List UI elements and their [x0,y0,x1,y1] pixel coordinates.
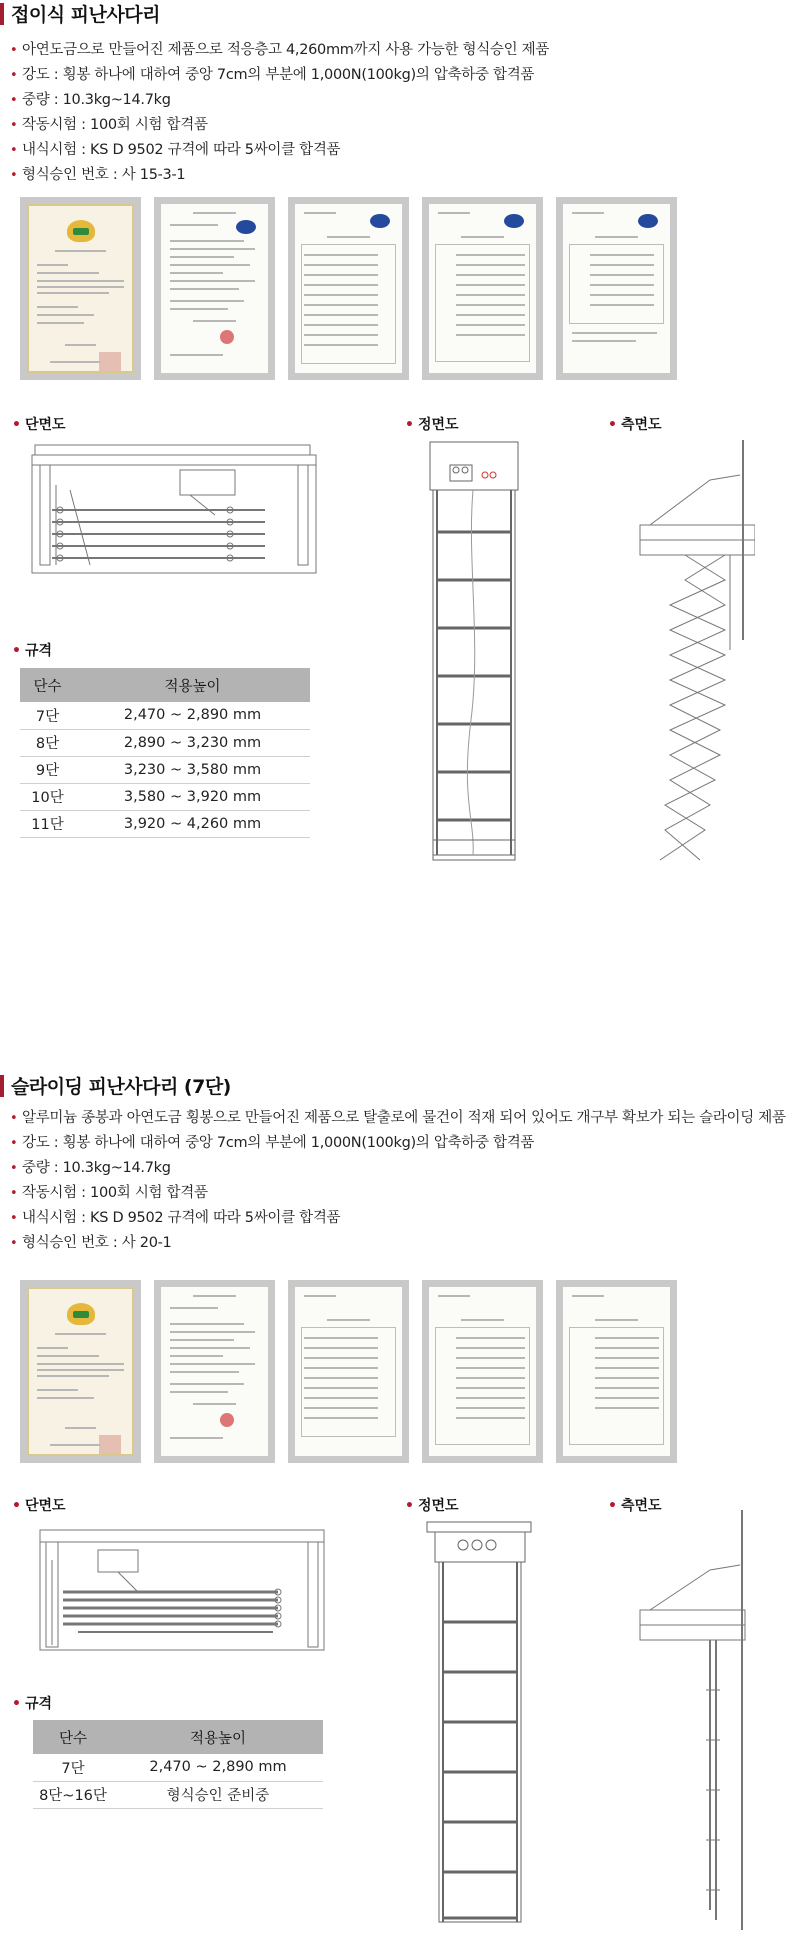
table-cell: 3,580 ~ 3,920 mm [75,783,310,810]
column-header-steps: 단수 [20,668,75,702]
title-accent-bar [0,3,4,25]
table-cell: 10단 [20,783,75,810]
column-header-steps: 단수 [33,1720,113,1754]
section-view-label: • 단면도 [12,1495,66,1515]
table-cell: 9단 [20,756,75,783]
table-cell: 8단~16단 [33,1781,113,1808]
feature-item: • 강도 : 횡봉 하나에 대하여 중앙 7cm의 부분에 1,000N(100kg)의 압축하중 합격품 [10,1131,786,1156]
table-row [20,729,310,756]
seal-stamp-icon [99,352,121,373]
feature-item: • 형식승인 번호 : 사 15-3-1 [10,163,549,188]
certificate-logo-icon [638,214,658,228]
table-row [20,783,310,810]
certificate-image[interactable] [556,1280,677,1463]
feature-item: • 작동시험 : 100회 시험 합격품 [10,113,549,138]
seal-stamp-icon [99,1435,121,1456]
side-view-drawing [600,440,755,870]
certificate-image[interactable] [422,1280,543,1463]
table-cell: 7단 [20,702,75,729]
kfi-logo-icon [67,1303,95,1325]
certificate-image[interactable] [422,197,543,380]
spec-table [33,1720,323,1809]
table-cell: 형식승인 준비중 [113,1781,323,1808]
certificate-image[interactable] [20,197,141,380]
side-view-label: • 측면도 [608,414,662,434]
title-accent-bar [0,1075,4,1097]
certificate-logo-icon [236,220,256,234]
feature-list [10,1106,786,1256]
feature-item: • 내식시험 : KS D 9502 규격에 따라 5싸이클 합격품 [10,1206,786,1231]
certificate-gallery [20,197,677,380]
spec-label: • 규격 [12,1693,52,1713]
table-row [20,756,310,783]
table-cell: 11단 [20,810,75,837]
front-view-label: • 정면도 [405,414,459,434]
side-view-label: • 측면도 [608,1495,662,1515]
table-cell: 8단 [20,729,75,756]
feature-item: • 아연도금으로 만들어진 제품으로 적응층고 4,260mm까지 사용 가능한 형식승인 제품 [10,38,549,63]
feature-item: • 강도 : 횡봉 하나에 대하여 중앙 7cm의 부분에 1,000N(100kg)의 압축하중 합격품 [10,63,549,88]
table-cell: 3,920 ~ 4,260 mm [75,810,310,837]
table-cell: 2,890 ~ 3,230 mm [75,729,310,756]
feature-item: • 작동시험 : 100회 시험 합격품 [10,1181,786,1206]
feature-item: • 형식승인 번호 : 사 20-1 [10,1231,786,1256]
feature-item: • 중량 : 10.3kg~14.7kg [10,1156,786,1181]
stamp-icon [220,330,234,344]
table-row [20,702,310,729]
section-title-text: 접이식 피난사다리 [11,4,160,26]
column-header-height: 적용높이 [113,1720,323,1754]
table-header-row [33,1720,323,1754]
certificate-image[interactable] [288,1280,409,1463]
kfi-logo-icon [67,220,95,242]
certificate-image[interactable] [154,1280,275,1463]
sliding-ladder-section [0,1040,800,1959]
table-cell: 2,470 ~ 2,890 mm [75,702,310,729]
front-view-drawing [425,1520,535,1930]
certificate-gallery [20,1280,677,1463]
feature-item: • 내식시험 : KS D 9502 규격에 따라 5싸이클 합격품 [10,138,549,163]
table-header-row [20,668,310,702]
certificate-image[interactable] [556,197,677,380]
section-title [0,0,160,27]
side-view-drawing [630,1510,750,1930]
stamp-icon [220,1413,234,1427]
table-cell: 3,230 ~ 3,580 mm [75,756,310,783]
table-row [33,1781,323,1808]
section-title-text: 슬라이딩 피난사다리 (7단) [11,1076,231,1098]
front-view-label: • 정면도 [405,1495,459,1515]
section-drawing [30,440,320,580]
spec-label: • 규격 [12,640,52,660]
feature-item: • 중량 : 10.3kg~14.7kg [10,88,549,113]
feature-list [10,38,549,188]
front-view-drawing [425,440,525,870]
certificate-image[interactable] [154,197,275,380]
certificate-image[interactable] [20,1280,141,1463]
spec-table [20,668,310,838]
section-view-label: • 단면도 [12,414,66,434]
certificate-image[interactable] [288,197,409,380]
column-header-height: 적용높이 [75,668,310,702]
table-cell: 2,470 ~ 2,890 mm [113,1754,323,1781]
table-row [33,1754,323,1781]
section-title [0,1072,231,1099]
certificate-logo-icon [504,214,524,228]
section-drawing [38,1520,328,1655]
feature-item: • 알루미늄 종봉과 아연도금 횡봉으로 만들어진 제품으로 탈출로에 물건이 적재 되어 있어도 개구부 확보가 되는 슬라이딩 제품 [10,1106,786,1131]
table-cell: 7단 [33,1754,113,1781]
certificate-logo-icon [370,214,390,228]
table-row [20,810,310,837]
